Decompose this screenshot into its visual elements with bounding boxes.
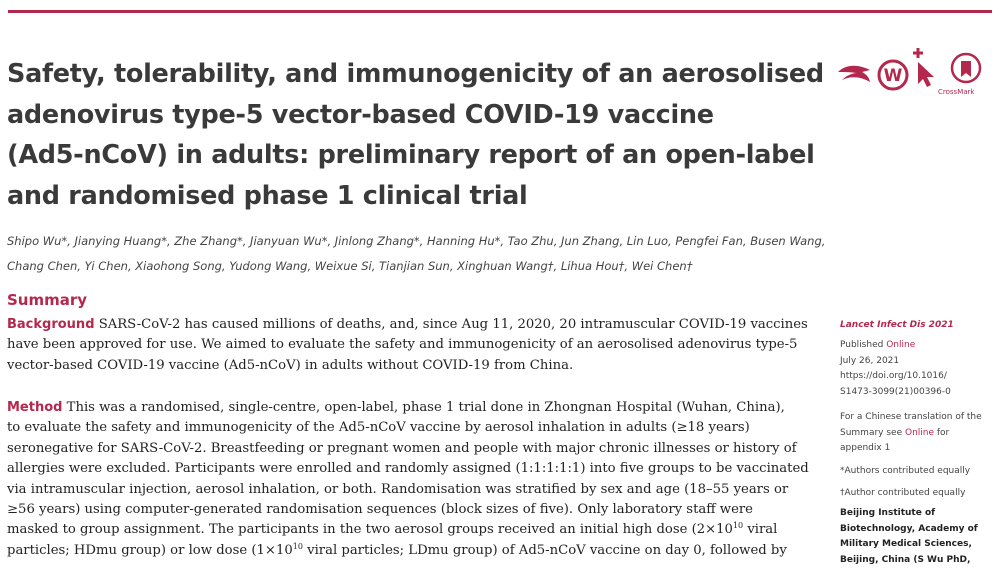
w-circle-icon[interactable]: [876, 58, 910, 92]
affiliation-line: Biotechnology, Academy of: [840, 522, 990, 538]
translation-note: appendix 1: [840, 441, 990, 457]
title-line: adenovirus type-5 vector-based COVID-19 vaccine: [7, 95, 807, 136]
para-text: viral particles; LDmu group) of Ad5-nCoV vaccine on day 0, followed by: [303, 543, 787, 558]
affiliation-line: Military Medical Sciences,: [840, 537, 990, 553]
sidebar-citation: [840, 318, 990, 334]
article-title: [7, 54, 807, 216]
method-lead: Method: [7, 400, 62, 415]
background-paragraph: [7, 315, 827, 376]
sidebar-translation: [840, 410, 990, 457]
summary-heading: Summary: [7, 291, 87, 309]
author-line: Shipo Wu*, Jianying Huang*, Zhe Zhang*, Jianyuan Wu*, Jinlong Zhang*, Hanning Hu*, Tao Zhu, Jun Zhang, Lin Luo, Pengfei Fan, Busen Wang,: [7, 229, 847, 254]
title-line: and randomised phase 1 clinical trial: [7, 176, 807, 217]
journal-name: Lancet Infect Dis 2021: [840, 318, 990, 334]
para-line: [7, 541, 827, 561]
para-line: seronegative for SARS-CoV-2. Breastfeeding or pregnant women and people with major chronic illnesses or history of: [7, 439, 827, 459]
svg-text:W: W: [884, 66, 903, 86]
sidebar-notes: [840, 486, 990, 502]
published-label: Published: [840, 340, 886, 350]
author-list: [7, 229, 847, 279]
top-rule: [8, 10, 992, 13]
online-link[interactable]: Online: [905, 428, 934, 438]
background-lead: Background: [7, 317, 95, 332]
para-text: masked to group assignment. The participants in the two aerosol groups received an initial high dose (2×10: [7, 522, 733, 537]
affiliation-line: Beijing Institute of: [840, 506, 990, 522]
para-text: SARS-CoV-2 has caused millions of deaths, and, since Aug 11, 2020, 20 intramuscular COVID-19 vaccines: [95, 317, 808, 332]
superscript: 10: [293, 542, 303, 551]
translation-note: for: [934, 428, 949, 438]
superscript: 10: [733, 521, 743, 530]
title-line: (Ad5-nCoV) in adults: preliminary report of an open-label: [7, 135, 807, 176]
sidebar-affiliation: [840, 506, 990, 568]
para-line: ≥56 years) using computer-generated randomisation sequences (block sizes of five). Only laboratory staff were: [7, 500, 827, 520]
cursor-plus-icon[interactable]: [908, 46, 938, 88]
crossmark-icon[interactable]: [950, 52, 982, 84]
author-line: Chang Chen, Yi Chen, Xiaohong Song, Yudong Wang, Weixue Si, Tianjian Sun, Xinghuan Wang†, Lihua Hou†, Wei Chen†: [7, 254, 847, 279]
method-paragraph: [7, 398, 827, 561]
crossmark-label: CrossMark: [938, 88, 974, 96]
affiliation-line: Beijing, China (S Wu PhD,: [840, 553, 990, 568]
para-line: have been approved for use. We aimed to evaluate the safety and immunogenicity of an aerosolised adenovirus type-5: [7, 335, 827, 355]
online-link[interactable]: Online: [886, 340, 915, 350]
sidebar-notes: [840, 464, 990, 480]
para-line: vector-based COVID-19 vaccine (Ad5-nCoV) in adults without COVID-19 from China.: [7, 356, 827, 376]
para-text: This was a randomised, single-centre, open-label, phase 1 trial done in Zhongnan Hospital (Wuhan, China),: [62, 400, 784, 415]
open-access-swallow-icon[interactable]: [836, 60, 872, 88]
para-line: to evaluate the safety and immunogenicity of the Ad5-nCoV vaccine by aerosol inhalation in adults (≥18 years): [7, 418, 827, 438]
para-text: viral: [743, 522, 777, 537]
title-line: Safety, tolerability, and immunogenicity of an aerosolised: [7, 54, 807, 95]
para-line: via intramuscular injection, aerosol inhalation, or both. Randomisation was stratified by sex and age (18–55 years or: [7, 480, 827, 500]
equal-contribution-note: †Author contributed equally: [840, 486, 990, 502]
para-line: allergies were excluded. Participants were enrolled and randomly assigned (1:1:1:1:1) into five groups to be vaccinated: [7, 459, 827, 479]
publication-date: July 26, 2021: [840, 354, 990, 370]
doi-link[interactable]: S1473-3099(21)00396-0: [840, 385, 990, 401]
doi-link[interactable]: https://doi.org/10.1016/: [840, 369, 990, 385]
equal-contribution-note: *Authors contributed equally: [840, 464, 990, 480]
para-line: [7, 520, 827, 540]
translation-note: Summary see: [840, 428, 905, 438]
translation-note: For a Chinese translation of the: [840, 410, 990, 426]
para-text: particles; HDmu group) or low dose (1×10: [7, 543, 293, 558]
sidebar-publication: [840, 338, 990, 400]
